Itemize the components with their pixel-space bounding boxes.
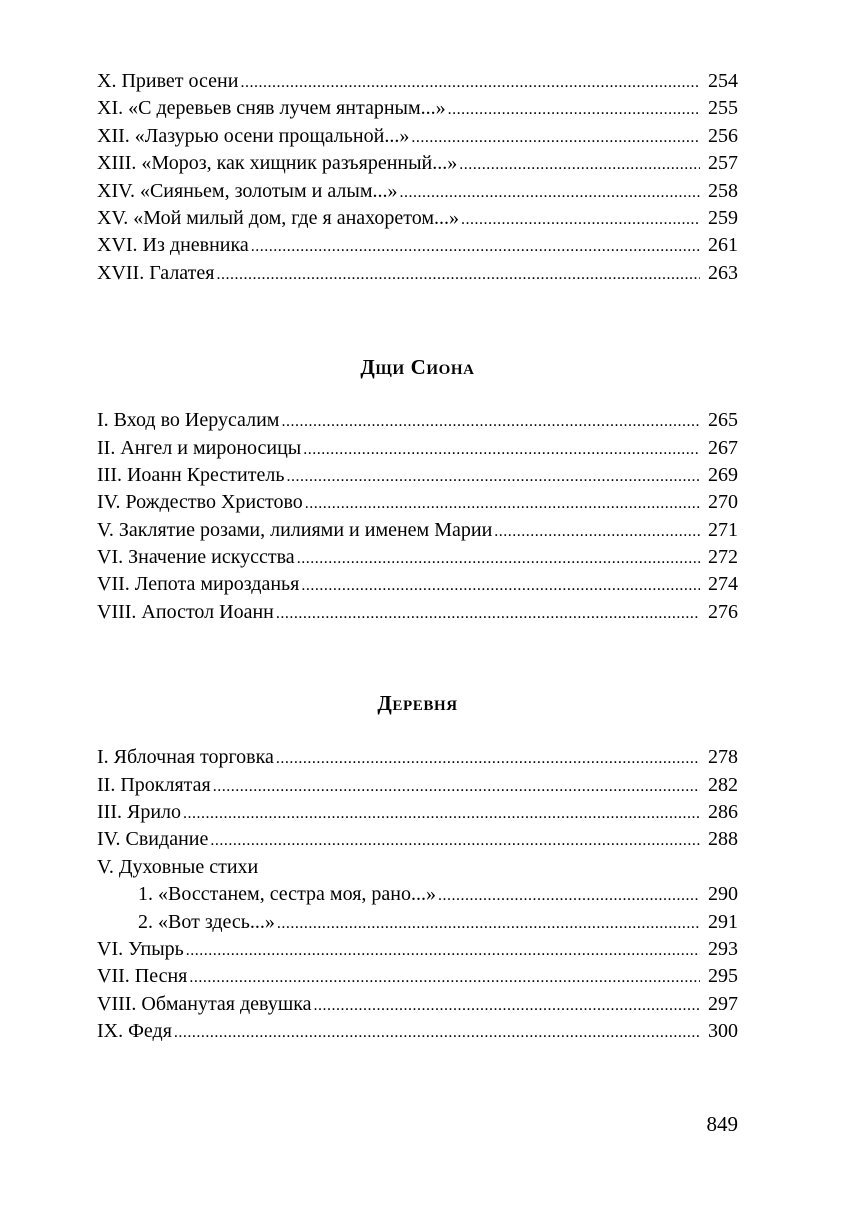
entry-title: V. Духовные стихи bbox=[97, 855, 259, 878]
entry-page: 297 bbox=[708, 992, 738, 1015]
entry-title: XVII. Галатея bbox=[97, 261, 215, 284]
dot-leader bbox=[174, 1019, 700, 1046]
toc-entry bbox=[97, 123, 738, 150]
entry-page: 261 bbox=[708, 234, 738, 257]
entry-page: 295 bbox=[708, 965, 738, 988]
toc-entry bbox=[97, 544, 738, 571]
entry-page: 274 bbox=[708, 573, 738, 596]
entry-page: 286 bbox=[708, 801, 738, 824]
dot-leader bbox=[305, 490, 700, 517]
toc-entry bbox=[97, 991, 738, 1018]
entry-title: XIV. «Сияньем, золотым и алым...» bbox=[97, 179, 398, 202]
section-heading: Деревня bbox=[377, 691, 458, 716]
page-number: 849 bbox=[706, 1112, 738, 1136]
toc-entry-group bbox=[97, 854, 738, 881]
entry-page: 255 bbox=[708, 97, 738, 120]
entry-page: 278 bbox=[708, 746, 738, 769]
toc-list bbox=[97, 407, 738, 626]
toc-list bbox=[97, 744, 738, 1045]
toc-entry bbox=[97, 489, 738, 516]
entry-page: 293 bbox=[708, 937, 738, 960]
dot-leader bbox=[251, 233, 700, 260]
dot-leader bbox=[213, 773, 700, 800]
toc-entry bbox=[97, 232, 738, 259]
entry-title: XII. «Лазурью осени прощальной...» bbox=[97, 124, 410, 147]
entry-page: 267 bbox=[708, 436, 738, 459]
entry-page: 290 bbox=[708, 883, 738, 906]
dot-leader bbox=[314, 992, 700, 1019]
section-heading: Дщи Сиона bbox=[360, 355, 475, 380]
entry-page: 300 bbox=[708, 1020, 738, 1043]
dot-leader bbox=[276, 745, 700, 772]
toc-entry bbox=[97, 936, 738, 963]
toc-entry bbox=[97, 571, 738, 598]
dot-leader bbox=[399, 179, 700, 206]
entry-title: VIII. Апостол Иоанн bbox=[97, 600, 274, 623]
dot-leader bbox=[411, 124, 700, 151]
dot-leader bbox=[216, 261, 700, 288]
entry-title: VI. Упырь bbox=[97, 937, 184, 960]
toc-entry bbox=[97, 407, 738, 434]
toc-entry bbox=[97, 963, 738, 990]
toc-entry bbox=[97, 150, 738, 177]
table-of-contents bbox=[97, 68, 738, 1046]
dot-leader bbox=[303, 436, 700, 463]
dot-leader bbox=[297, 545, 700, 572]
entry-page: 269 bbox=[708, 463, 738, 486]
entry-title: VII. Лепота мирозданья bbox=[97, 573, 300, 596]
dot-leader bbox=[276, 600, 700, 627]
entry-page: 256 bbox=[708, 124, 738, 147]
toc-entry bbox=[97, 178, 738, 205]
entry-title: XI. «С деревьев сняв лучем янтарным...» bbox=[97, 97, 446, 120]
entry-title: VIII. Обманутая девушка bbox=[97, 992, 312, 1015]
toc-entry bbox=[97, 205, 738, 232]
dot-leader bbox=[277, 910, 700, 937]
entry-page: 276 bbox=[708, 600, 738, 623]
dot-leader bbox=[494, 518, 700, 545]
entry-title: III. Ярило bbox=[97, 801, 182, 824]
dot-leader bbox=[240, 69, 700, 96]
toc-entry bbox=[97, 826, 738, 853]
entry-title: II. Ангел и мироносицы bbox=[97, 436, 302, 459]
entry-title: IX. Федя bbox=[97, 1020, 172, 1043]
entry-title: IV. Рождество Христово bbox=[97, 491, 303, 514]
entry-page: 254 bbox=[708, 70, 738, 92]
toc-entry bbox=[97, 462, 738, 489]
toc-entry bbox=[97, 260, 738, 287]
entry-page: 265 bbox=[708, 409, 738, 432]
entry-title: VI. Значение искусства bbox=[97, 546, 295, 569]
toc-entry bbox=[97, 95, 738, 122]
entry-title: I. Вход во Иерусалим bbox=[97, 409, 280, 432]
dot-leader bbox=[281, 408, 700, 435]
entry-page: 291 bbox=[708, 910, 738, 933]
entry-title: III. Иоанн Креститель bbox=[97, 463, 285, 486]
entry-page: 263 bbox=[708, 261, 738, 284]
entry-title: 1. «Восстанем, сестра моя, рано...» bbox=[138, 883, 436, 906]
entry-title: XV. «Мой милый дом, где я анахоретом...» bbox=[97, 206, 460, 229]
dot-leader bbox=[459, 151, 700, 178]
entry-title: VII. Песня bbox=[97, 965, 188, 988]
dot-leader bbox=[183, 800, 700, 827]
dot-leader bbox=[186, 937, 700, 964]
toc-list bbox=[97, 68, 738, 287]
entry-page: 270 bbox=[708, 491, 738, 514]
toc-entry bbox=[97, 68, 738, 95]
entry-page: 288 bbox=[708, 828, 738, 851]
dot-leader bbox=[189, 964, 700, 991]
dot-leader bbox=[448, 96, 700, 123]
entry-page: 271 bbox=[708, 518, 738, 541]
dot-leader bbox=[286, 463, 700, 490]
dot-leader bbox=[301, 572, 700, 599]
entry-title: XIII. «Мороз, как хищник разъяренный...» bbox=[97, 152, 458, 175]
entry-title: I. Яблочная торговка bbox=[97, 746, 274, 769]
dot-leader bbox=[461, 206, 700, 233]
entry-title: X. Привет осени bbox=[97, 70, 239, 92]
dot-leader bbox=[438, 882, 700, 909]
toc-entry bbox=[97, 517, 738, 544]
entry-page: 259 bbox=[708, 206, 738, 229]
entry-page: 257 bbox=[708, 152, 738, 175]
entry-title: II. Проклятая bbox=[97, 773, 211, 796]
entry-title: 2. «Вот здесь...» bbox=[138, 910, 275, 933]
entry-page: 258 bbox=[708, 179, 738, 202]
toc-entry bbox=[97, 799, 738, 826]
dot-leader bbox=[210, 827, 700, 854]
toc-entry bbox=[97, 772, 738, 799]
toc-entry bbox=[97, 744, 738, 771]
entry-title: XVI. Из дневника bbox=[97, 234, 249, 257]
entry-page: 282 bbox=[708, 773, 738, 796]
entry-title: V. Заклятие розами, лилиями и именем Марии bbox=[97, 518, 493, 541]
toc-entry bbox=[97, 1018, 738, 1045]
entry-title: IV. Свидание bbox=[97, 828, 209, 851]
entry-page: 272 bbox=[708, 546, 738, 569]
toc-subentry bbox=[97, 881, 738, 908]
toc-subentry bbox=[97, 909, 738, 936]
toc-entry bbox=[97, 435, 738, 462]
toc-entry bbox=[97, 599, 738, 626]
